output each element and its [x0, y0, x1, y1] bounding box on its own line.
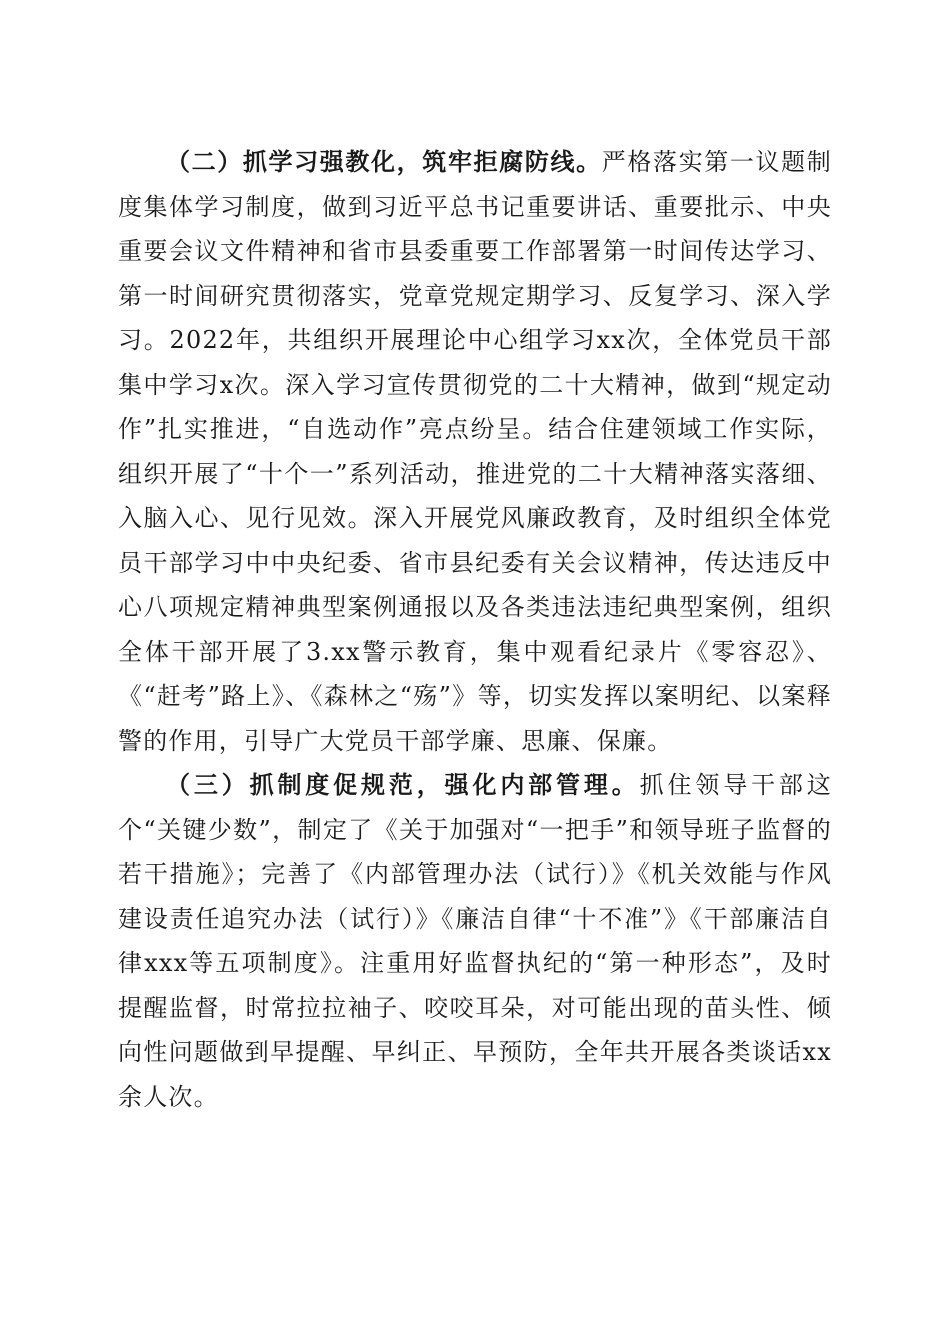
paragraph-body: 严格落实第一议题制度集体学习制度，做到习近平总书记重要讲话、重要批示、中央重要会议文件精神和省市县委重要工作部署第一时间传达学习、第一时间研究贯彻落实，党章党规定期学习、反复学习、深入学习。2022年，共组织开展理论中心组学习xx次，全体党员干部集中学习x次。深入学习宣传贯彻党的二十大精神，做到“规定动作”扎实推进，“自选动作”亮点纷呈。结合住建领域工作实际，组织开展了“十个一”系列活动，推进党的二十大精神落实落细、入脑入心、见行见效。深入开展党风廉政教育，及时组织全体党员干部学习中中央纪委、省市县纪委有关会议精神，传达违反中心八项规定精神典型案例通报以及各类违法违纪典型案例，组织全体干部开展了3.xx警示教育，集中观看纪录片《零容忍》、《“赶考”路上》、《森林之“殇”》等，切实发挥以案明纪、以案释警的作用，引导广大党员干部学廉、思廉、保廉。 — [118, 148, 832, 755]
paragraph-heading: （二）抓学习强教化，筑牢拒腐防线。 — [166, 147, 602, 176]
paragraph-study-education — [118, 140, 832, 763]
paragraph-body: 抓住领导干部这个“关键少数”，制定了《关于加强对“一把手”和领导班子监督的若干措施》；完善了《内部管理办法（试行）》《机关效能与作风建设责任追究办法（试行）》《廉洁自律“十不准”》《干部廉洁自律xxx等五项制度》。注重用好监督执纪的“第一种形态”，及时提醒监督，时常拉拉袖子、咬咬耳朵，对可能出现的苗头性、倾向性问题做到早提醒、早纠正、早预防，全年共开展各类谈话xx余人次。 — [118, 771, 832, 1111]
paragraph-system-management — [118, 763, 832, 1119]
paragraph-heading: （三）抓制度促规范，强化内部管理。 — [166, 770, 640, 799]
document-page — [118, 140, 832, 1119]
